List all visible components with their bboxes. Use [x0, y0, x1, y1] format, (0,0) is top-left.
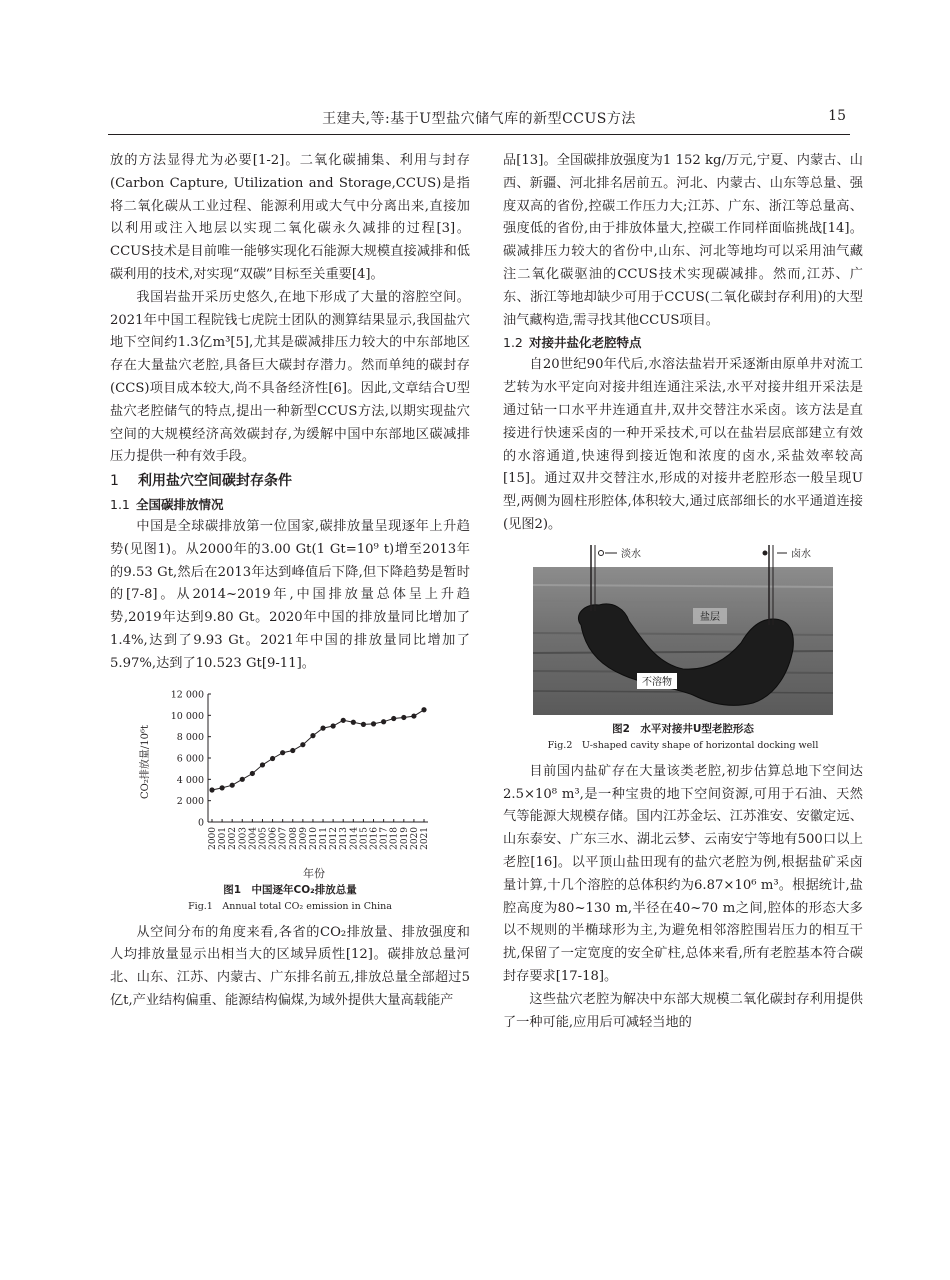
u-cavity-illustration	[533, 545, 833, 715]
salt-layer-label: 盐层	[700, 611, 720, 623]
paragraph: 放的方法显得尤为必要[1-2]。二氧化碳捕集、利用与封存(Carbon Capture, Utilization and Storage,CCUS)是指将二氧化碳从工业过程、能源利用或大气中分离出来,直接加以利用或注入地层以实现二氧化碳永久减排的过程[3]。CCUS技术是目前唯一能够实现化石能源大规模直接减排和低碳利用的技术,对实现“双碳”目标至关重要[4]。	[110, 153, 470, 282]
brine-label: 卤水	[791, 548, 811, 560]
data-point	[351, 719, 356, 724]
x-tick-label: 2009	[298, 826, 309, 850]
data-point	[310, 733, 315, 738]
data-point	[250, 770, 255, 775]
running-title: 王建夫,等:基于U型盐穴储气库的新型CCUS方法	[322, 111, 636, 127]
data-point	[209, 787, 214, 792]
y-tick-label: 2 000	[176, 795, 204, 807]
x-tick-label: 2012	[329, 826, 340, 850]
left-column	[110, 150, 470, 1013]
x-tick-label: 2016	[369, 826, 380, 850]
data-point	[361, 721, 366, 726]
x-tick-label: 2010	[308, 826, 319, 850]
data-point	[300, 742, 305, 747]
data-point	[280, 750, 285, 755]
figure-caption-en: Fig.2 U-shaped cavity shape of horizontal docking well	[547, 739, 819, 751]
data-point	[230, 782, 235, 787]
data-point	[411, 713, 416, 718]
paragraph: 中国是全球碳排放第一位国家,碳排放量呈现逐年上升趋势(见图1)。从2000年的3.00 Gt(1 Gt=10⁹ t)增至2013年的9.53 Gt,然后在2013年达到峰值后下降,但下降趋势是暂时的[7-8]。从2014~2019年,中国排放量总体呈上升趋势,2019年达到9.80 Gt。2020年中国的排放量同比增加了1.4%,达到了9.93 Gt。2021年中国的排放量同比增加了5.97%,达到了10.523 Gt[9-11]。	[110, 518, 470, 671]
subsection-heading	[110, 494, 470, 516]
x-tick-label: 2000	[208, 826, 218, 850]
y-tick-label: 0	[197, 817, 204, 829]
paragraph: 我国岩盐开采历史悠久,在地下形成了大量的溶腔空间。2021年中国工程院钱七虎院士团队的测算结果显示,我国盐穴地下空间约1.3亿m³[5],尤其是碳减排压力较大的中东部地区存在大量盐穴老腔,具备巨大碳封存潜力。然而单纯的碳封存(CCS)项目成本较大,尚不具备经济性[6]。因此,文章结合U型盐穴老腔储气的特点,提出一种新型CCUS方法,以期实现盐穴空间的大规模经济高效碳封存,为缓解中国中东部地区碳减排压力提供一种有效手段。	[110, 289, 470, 465]
data-point	[270, 755, 275, 760]
section-heading	[110, 470, 470, 493]
running-header	[108, 104, 850, 135]
data-point	[341, 717, 346, 722]
data-point	[260, 762, 265, 767]
figure-caption-zh: 图2 水平对接井U型老腔形态	[612, 722, 754, 735]
u-cavity-figure	[533, 545, 833, 715]
x-tick-label: 2015	[359, 826, 370, 850]
y-tick-label: 12 000	[170, 689, 204, 701]
data-point	[290, 747, 295, 752]
page-number: 15	[828, 108, 846, 124]
paragraph: 自20世纪90年代后,水溶法盐岩开采逐渐由原单井对流工艺转为水平定向对接井组连通注采法,水平对接井组开采法是通过钻一口水平井连通直井,双井交替注水采卤。该方法是直接进行快速采卤的一种开采技术,可以在盐岩层底部建立有效的水溶通道,快速得到接近饱和浓度的卤水,采盐效率较高[15]。通过双井交替注水,形成的对接井老腔形态一般呈现U型,两侧为圆柱形腔体,体积较大,通过底部细长的水平通道连接(见图2)。	[503, 357, 863, 532]
paragraph: 品[13]。全国碳排放强度为1 152 kg/万元,宁夏、内蒙古、山西、新疆、河北排名居前五。河北、内蒙古、山东等总量、强度双高的省份,控碳工作压力大;江苏、广东、浙江等总量高、强度低的省份,由于排放体量大,控碳工作同样面临挑战[14]。碳减排压力较大的省份中,山东、河北等地均可以采用油气藏注二氧化碳驱油的CCUS技术实现碳减排。然而,江苏、广东、浙江等地却缺少可用于CCUS(二氧化碳封存利用)的大型油气藏构造,需寻找其他CCUS项目。	[503, 153, 863, 328]
y-tick-label: 6 000	[176, 753, 204, 765]
data-point	[320, 725, 325, 730]
x-tick-label: 2006	[268, 826, 279, 850]
x-tick-label: 2013	[339, 826, 350, 850]
x-tick-label: 2021	[420, 826, 430, 850]
data-point	[331, 723, 336, 728]
x-tick-label: 2011	[319, 826, 330, 850]
x-tick-label: 2002	[228, 826, 239, 850]
y-tick-label: 8 000	[176, 731, 204, 743]
section-number: 1	[110, 473, 119, 490]
paragraph: 从空间分布的角度来看,各省的CO₂排放量、排放强度和人均排放量显示出相当大的区域异质性[12]。碳排放总量河北、山东、江苏、内蒙古、广东排名前五,排放总量全部超过5亿t,产业结构偏重、能源结构偏煤,为域外提供大量高载能产	[110, 924, 470, 1008]
y-axis-label: CO₂排放量/10⁶t	[140, 724, 151, 799]
paragraph: 目前国内盐矿存在大量该类老腔,初步估算总地下空间达2.5×10⁸ m³,是一种宝贵的地下空间资源,可用于石油、天然气等能源大规模存储。国内江苏金坛、江苏淮安、安徽定远、山东泰安、广东三水、湖北云梦、云南安宁等地有500口以上老腔[16]。以平顶山盐田现有的盐穴老腔为例,根据盐矿采卤量计算,十几个溶腔的总体积约为6.87×10⁶ m³。根据统计,盐腔高度为80~130 m,半径在40~70 m之间,腔体的形态大多以不规则的半椭球形为主,为避免相邻溶腔围岩压力的相互干扰,保留了一定宽度的安全矿柱,总体来看,所有老腔基本符合碳封存要求[17-18]。	[503, 763, 863, 984]
emission-chart-svg	[110, 684, 470, 882]
subsection-number: 1.2	[503, 335, 523, 351]
data-point	[219, 785, 224, 790]
emission-chart	[110, 684, 470, 882]
y-tick-label: 4 000	[176, 774, 204, 786]
paragraph: 这些盐穴老腔为解决中东部大规模二氧化碳封存利用提供了一种可能,应用后可减轻当地的	[503, 991, 863, 1030]
x-tick-label: 2001	[218, 826, 229, 850]
x-tick-label: 2018	[389, 826, 400, 850]
data-point	[371, 721, 376, 726]
x-tick-label: 2019	[399, 826, 410, 850]
insoluble-label: 不溶物	[642, 676, 672, 688]
x-tick-label: 2014	[349, 826, 360, 850]
x-tick-label: 2008	[288, 826, 299, 850]
section-title: 利用盐穴空间碳封存条件	[138, 473, 292, 490]
x-axis-label: 年份	[303, 866, 325, 880]
x-tick-label: 2020	[409, 826, 420, 850]
data-point	[381, 719, 386, 724]
x-tick-label: 2005	[258, 826, 269, 850]
data-point	[240, 776, 245, 781]
subsection-title: 对接井盐化老腔特点	[529, 335, 642, 351]
data-point	[391, 715, 396, 720]
y-tick-label: 10 000	[170, 710, 204, 722]
subsection-number: 1.1	[110, 496, 130, 512]
subsection-title: 全国碳排放情况	[136, 496, 224, 512]
x-tick-label: 2017	[379, 826, 390, 850]
data-point	[421, 707, 426, 712]
data-point	[401, 714, 406, 719]
fresh-water-label: 淡水	[621, 548, 641, 560]
subsection-heading	[503, 332, 863, 354]
x-tick-label: 2004	[248, 826, 259, 850]
figure-caption-en: Fig.1 Annual total CO₂ emission in China	[188, 900, 392, 912]
figure-caption-zh: 图1 中国逐年CO₂排放总量	[223, 883, 357, 896]
x-tick-label: 2007	[278, 826, 289, 850]
right-column	[503, 150, 863, 1034]
x-tick-label: 2003	[238, 826, 249, 850]
